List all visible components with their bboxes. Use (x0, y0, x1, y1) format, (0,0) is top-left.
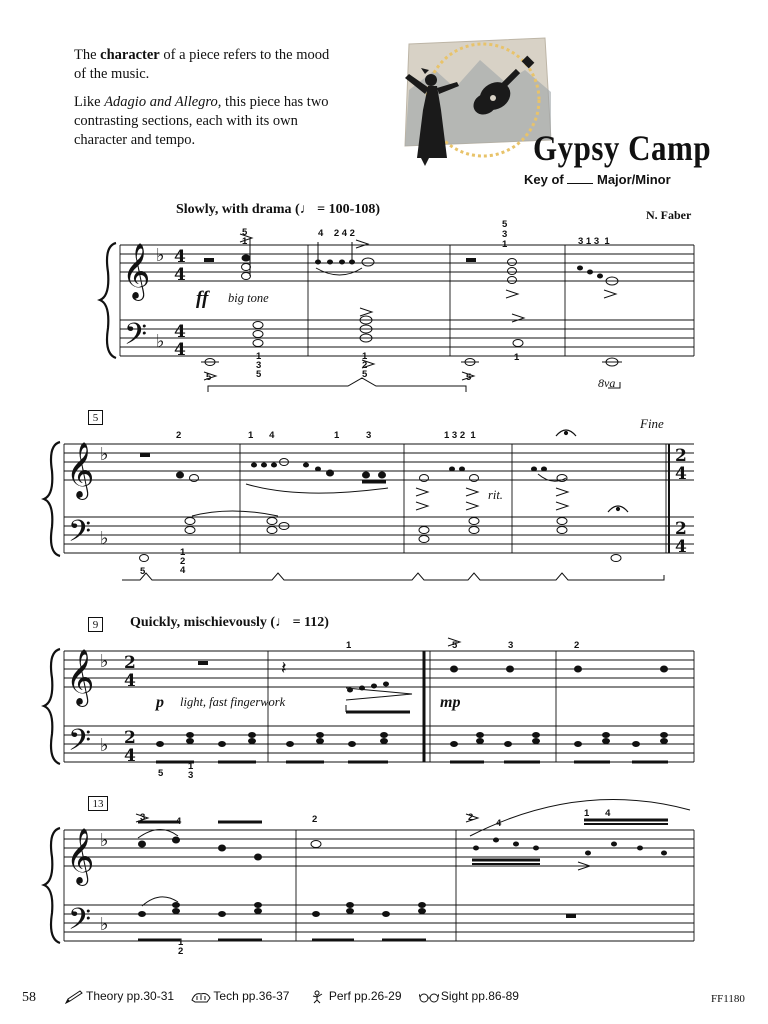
svg-text:2: 2 (124, 653, 136, 673)
intro-paragraph-2: Like Adagio and Allegro, this piece has two contrasting sections, each with its own character and tempo. (74, 94, 329, 148)
fingering: 1 (334, 430, 340, 441)
svg-text:4: 4 (174, 247, 186, 267)
svg-text:♭: ♭ (100, 735, 109, 756)
svg-text:2: 2 (124, 728, 136, 748)
fingering: 3 (366, 430, 372, 441)
svg-text:𝄞: 𝄞 (66, 442, 95, 498)
svg-text:♭: ♭ (100, 444, 109, 465)
fingering: 4 (176, 816, 182, 827)
svg-text:𝄢: 𝄢 (68, 515, 92, 556)
fingering: 5 1 (242, 227, 248, 247)
hands-icon (191, 990, 211, 1004)
composer-name: N. Faber (646, 208, 692, 222)
svg-text:♭: ♭ (100, 528, 109, 549)
svg-text:♭: ♭ (156, 245, 165, 266)
fingering: 2 (312, 814, 318, 825)
fingering: 1 2 5 (362, 351, 368, 380)
fine-marking: Fine (640, 416, 664, 431)
fingering: 2 (468, 812, 474, 823)
svg-text:4: 4 (124, 746, 136, 766)
svg-text:4: 4 (124, 671, 136, 691)
fingering: 1 (514, 352, 520, 363)
footer-link-tech[interactable]: Tech pp.36-37 (191, 989, 289, 1004)
rests (140, 258, 576, 918)
svg-text:𝄢: 𝄢 (124, 318, 148, 359)
measure-number-5: 5 (88, 410, 103, 425)
footer-link-perf[interactable]: Perf pp.26-29 (307, 989, 402, 1004)
ottava-mark: 8va (598, 376, 616, 390)
measure-number-13: 13 (88, 796, 108, 811)
fingering: 3 1 3 1 (578, 236, 610, 247)
fingering: 2 (176, 430, 182, 441)
fingering: 4 2 4 2 (318, 228, 355, 239)
dynamic-ff: ff (196, 288, 209, 309)
page-title: Gypsy Camp (533, 128, 712, 169)
key-line: Key of Major/Minor (524, 172, 671, 187)
fingering: 5 (466, 372, 472, 383)
svg-text:2: 2 (675, 519, 687, 539)
catalog-code: FF1180 (711, 993, 745, 1005)
intro-paragraph-1: The character of a piece refers to the mood of the music. (74, 47, 330, 82)
fingering: 1 3 5 (256, 351, 262, 380)
svg-text:2: 2 (675, 446, 687, 466)
svg-text:4: 4 (174, 340, 186, 360)
fingering: 4 (496, 818, 502, 829)
glasses-icon (419, 990, 439, 1004)
fingering: 5 (140, 566, 146, 577)
expression-light-fast: light, fast fingerwork (180, 695, 286, 709)
fingering: 3 (140, 812, 146, 823)
expression-big-tone: big tone (228, 291, 269, 305)
footer-link-theory[interactable]: Theory pp.30-31 (64, 989, 174, 1004)
svg-text:♭: ♭ (100, 651, 109, 672)
svg-text:𝄽: 𝄽 (281, 658, 287, 679)
svg-text:𝄞: 𝄞 (122, 243, 151, 299)
fingering: 1 (346, 640, 352, 651)
page-number: 58 (22, 990, 36, 1005)
system-2-staves (64, 444, 694, 553)
svg-text:4: 4 (174, 322, 186, 342)
pencil-icon (64, 990, 84, 1004)
fingering: 1 2 (178, 937, 184, 957)
fingering: 5 (206, 372, 212, 383)
fingering: 5 3 1 (502, 219, 508, 250)
fingering: 5 (452, 640, 458, 651)
pedal-lines (122, 378, 664, 580)
measure-number-9: 9 (88, 617, 103, 632)
performer-icon (307, 990, 327, 1004)
dynamic-p: p (156, 694, 164, 711)
svg-text:4: 4 (174, 265, 186, 285)
fingering: 3 (508, 640, 514, 651)
svg-text:♭: ♭ (156, 331, 165, 352)
svg-text:𝄢: 𝄢 (68, 724, 92, 765)
fingering: 1 3 2 1 (444, 430, 476, 441)
svg-text:𝄢: 𝄢 (68, 903, 92, 944)
ritardando-marking: rit. (488, 488, 503, 502)
svg-text:♭: ♭ (100, 914, 109, 935)
bass-staccato-chords-sys3 (156, 732, 668, 747)
svg-text:𝄞: 𝄞 (66, 649, 95, 705)
tempo-marking-2: Quickly, mischievously (♩ = 112) (130, 615, 329, 630)
footer-link-sight[interactable]: Sight pp.86-89 (419, 989, 519, 1004)
svg-text:4: 4 (675, 537, 687, 557)
fingering: 1 4 (584, 808, 611, 819)
tempo-marking-1: Slowly, with drama (♩ = 100-108) (176, 202, 380, 217)
fingering: 2 (574, 640, 580, 651)
svg-text:𝄞: 𝄞 (66, 828, 95, 884)
fingering: 1 2 4 (180, 547, 186, 576)
footer-links (64, 989, 533, 1004)
fingering: 1 4 (248, 430, 275, 441)
svg-text:♭: ♭ (100, 830, 109, 851)
dynamic-mp: mp (440, 694, 461, 711)
fingering: 1 3 (188, 761, 194, 781)
system-4-staves (64, 830, 694, 941)
fingering: 5 (158, 768, 164, 779)
svg-text:4: 4 (675, 464, 687, 484)
